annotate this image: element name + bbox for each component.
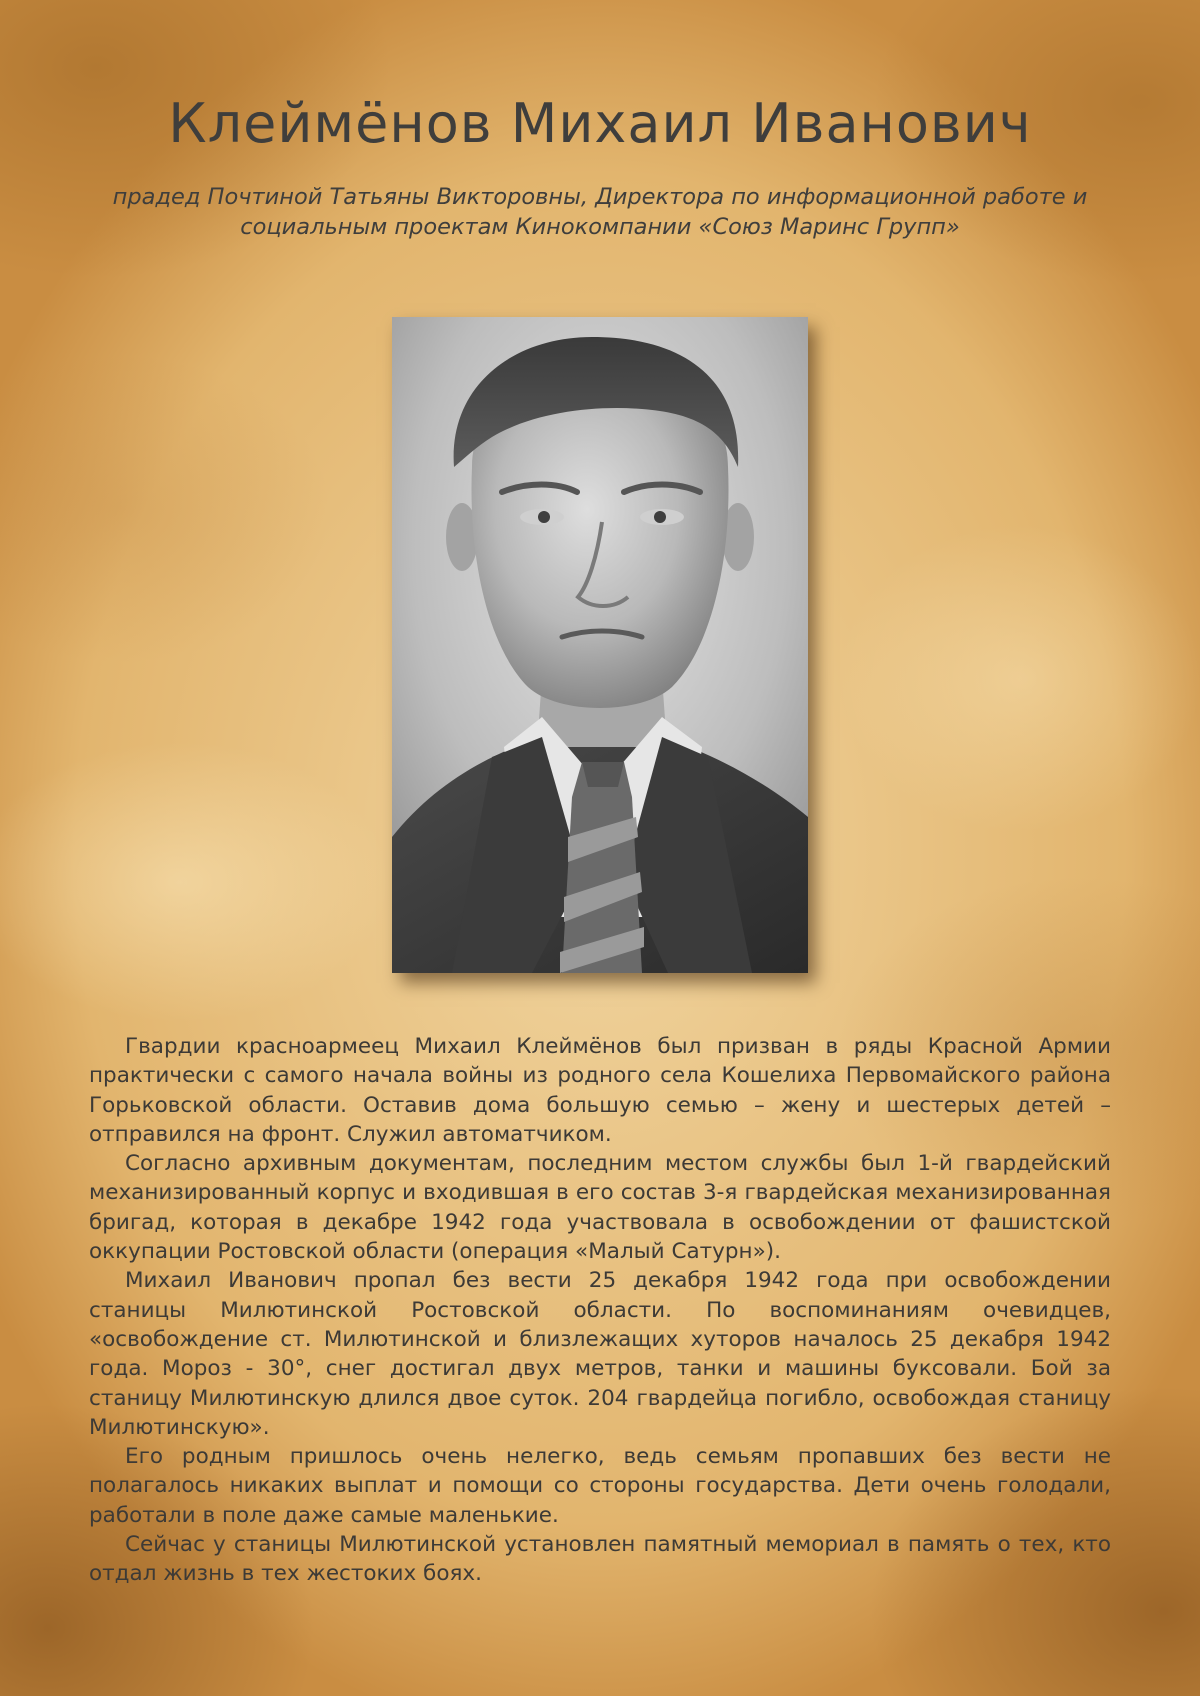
biography-text bbox=[89, 1032, 1111, 1589]
portrait-photo bbox=[392, 317, 808, 973]
paragraph: Согласно архивным документам, последним местом службы был 1-й гвардейский механизированный корпус и входившая в его состав 3-я гвардейская механизированная бригад, которая в декабре 1942 года участвовала в освобождении от фашистской оккупации Ростовской области (операция «Малый Сатурн»). bbox=[89, 1151, 1111, 1265]
paragraph: Его родным пришлось очень нелегко, ведь семьям пропавших без вести не полагалось никаких выплат и помощи со стороны государства. Дети очень голодали, работали в поле даже самые маленькие. bbox=[89, 1444, 1111, 1528]
subtitle: прадед Почтиной Татьяны Викторовны, Директора по информационной работе и социальным проектам Кинокомпании «Союз Маринс Групп» bbox=[112, 184, 1088, 240]
page-title: Клеймёнов Михаил Иванович bbox=[168, 92, 1032, 155]
paragraph: Гвардии красноармеец Михаил Клеймёнов был призван в ряды Красной Армии практически с самого начала войны из родного села Кошелиха Первомайского района Горьковской области. Оставив дома большую семью – жену и шестерых детей – отправился на фронт. Служил автоматчиком. bbox=[89, 1034, 1111, 1147]
paragraph: Михаил Иванович пропал без вести 25 декабря 1942 года при освобождении станицы Милютинской Ростовской области. По воспоминаниям очевидцев, «освобождение ст. Милютинской и близлежащих хуторов началось 25 декабря 1942 года. Мороз - 30°, снег достигал двух метров, танки и машины буксовали. Бой за станицу Милютинскую длился двое суток. 204 гвардейца погибло, освобождая станицу Милютинскую». bbox=[89, 1268, 1111, 1440]
paragraph: Сейчас у станицы Милютинской установлен памятный мемориал в память о тех, кто отдал жизнь в тех жестоких боях. bbox=[89, 1532, 1111, 1587]
